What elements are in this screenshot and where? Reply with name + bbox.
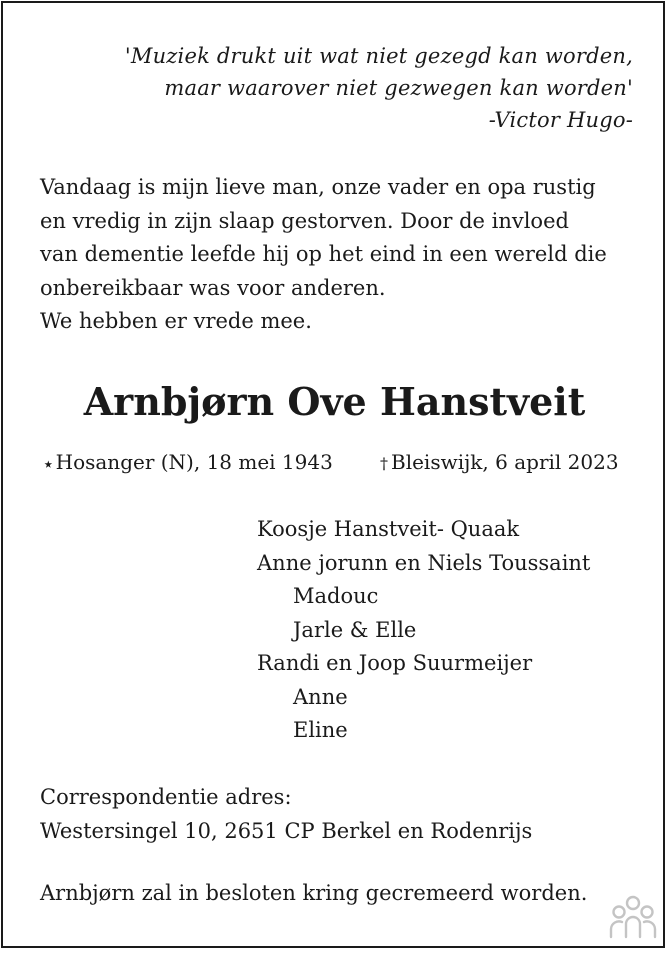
correspondence-address [40,781,532,848]
family-member: Jarle & Elle [293,617,417,642]
quote-block [125,40,633,136]
intro-line: van dementie leefde hij op het eind in een wereld die [40,242,607,266]
people-group-icon [607,894,659,940]
intro-line: onbereikbaar was voor anderen. [40,275,386,300]
intro-text [40,171,607,339]
cross-icon: † [380,454,388,473]
family-member: Eline [293,718,348,742]
death-text: Bleiswijk, 6 april 2023 [391,450,619,474]
intro-line: en vredig in zijn slaap gestorven. Door de invloed [40,208,569,233]
address-label: Correspondentie adres: [40,785,292,809]
family-member: Anne jorunn en Niels Toussaint [257,550,591,575]
birth-info [44,448,333,478]
intro-line: Vandaag is mijn lieve man, onze vader en opa rustig [40,175,596,199]
family-member: Anne [293,684,348,709]
family-member: Koosje Hanstveit- Quaak [257,517,520,541]
quote-line: maar waarover niet gezwegen kan worden' [164,76,633,100]
death-info [380,448,619,478]
star-icon: ⭑ [44,454,53,473]
quote-line: 'Muziek drukt uit wat niet gezegd kan worden, [124,44,633,68]
birth-text: Hosanger (N), 18 mei 1943 [55,450,333,474]
quote-author: -Victor Hugo- [488,108,633,132]
family-list [257,513,590,748]
family-member: Randi en Joop Suurmeijer [257,651,533,675]
family-member: Madouc [293,584,379,608]
closing-text: Arnbjørn zal in besloten kring gecremeerd worden. [40,881,588,905]
deceased-name: Arnbjørn Ove Hanstveit [83,379,586,424]
address-value: Westersingel 10, 2651 CP Berkel en Rodenrijs [40,818,533,843]
intro-line: We hebben er vrede mee. [40,309,312,333]
